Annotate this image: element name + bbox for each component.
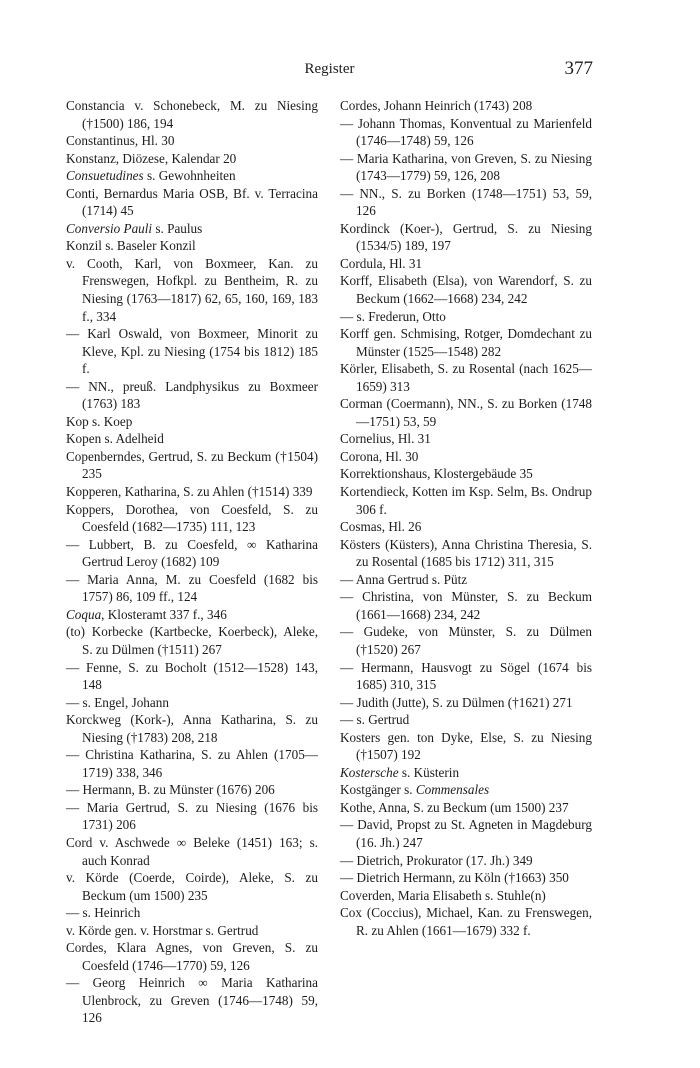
index-entry: — Johann Thomas, Konventual zu Marienfeld (1746—1748) 59, 126 [340, 115, 592, 149]
index-entry: — Anna Gertrud s. Pütz [340, 571, 468, 587]
index-entry: — Hermann, Hausvogt zu Sögel (1674 bis 1685) 310, 315 [340, 659, 592, 693]
index-entry: — Maria Katharina, von Greven, S. zu Niesing (1743—1779) 59, 126, 208 [340, 150, 592, 184]
index-entry: Kösters (Küsters), Anna Christina Theresia, S. zu Rosental (1685 bis 1712) 311, 315 [340, 536, 592, 570]
index-entry: Cordes, Klara Agnes, von Greven, S. zu Coesfeld (1746—1770) 59, 126 [66, 940, 318, 973]
index-entry: Kopperen, Katharina, S. zu Ahlen (†1514) 339 [66, 484, 313, 500]
index-entry: Kostersche s. Küsterin [340, 764, 460, 780]
index-entry: — Judith (Jutte), S. zu Dülmen (†1621) 271 [340, 694, 573, 710]
index-entry: — Maria Gertrud, S. zu Niesing (1676 bis 1731) 206 [66, 799, 318, 833]
index-entry: Kostgänger s. Commensales [340, 782, 490, 798]
index-entry: — NN., preuß. Landphysikus zu Boxmeer (1763) 183 [66, 378, 318, 412]
index-entry: Coqua, Klosteramt 337 f., 346 [66, 606, 227, 622]
index-entry: — Christina, von Münster, S. zu Beckum (1661—1668) 234, 242 [340, 589, 592, 622]
index-entry: Cord v. Aschwede ∞ Beleke (1451) 163; s. auch Konrad [66, 834, 318, 868]
index-entry: Kothe, Anna, S. zu Beckum (um 1500) 237 [340, 799, 569, 815]
index-entry: — Dietrich Hermann, zu Köln (†1663) 350 [340, 870, 569, 886]
index-entry: Kop s. Koep [66, 413, 133, 429]
index-entry: Cordula, Hl. 31 [340, 255, 423, 271]
index-entry: v. Körde (Coerde, Coirde), Aleke, S. zu Beckum (um 1500) 235 [66, 870, 318, 903]
index-entry: v. Körde gen. v. Horstmar s. Gertrud [66, 922, 259, 938]
running-title: Register [304, 61, 355, 77]
index-entry: — s. Heinrich [66, 905, 141, 921]
index-entry: — s. Frederun, Otto [340, 308, 446, 324]
index-entry: Korckweg (Kork-), Anna Katharina, S. zu Niesing (†1783) 208, 218 [66, 712, 318, 745]
index-column-left [66, 97, 318, 1027]
index-entry: Koppers, Dorothea, von Coesfeld, S. zu Coesfeld (1682—1735) 111, 123 [66, 501, 318, 535]
index-entry: — Gudeke, von Münster, S. zu Dülmen (†1520) 267 [340, 624, 592, 657]
index-entry: Kordinck (Koer-), Gertrud, S. zu Niesing (1534/5) 189, 197 [340, 220, 592, 254]
index-entry: — s. Engel, Johann [66, 694, 169, 710]
index-entry: Corman (Coermann), NN., S. zu Borken (1748—1751) 53, 59 [340, 396, 592, 429]
index-entry: Corona, Hl. 30 [340, 448, 419, 464]
index-entry: Korff, Elisabeth (Elsa), von Warendorf, S. zu Beckum (1662—1668) 234, 242 [340, 273, 592, 307]
index-entry: Conti, Bernardus Maria OSB, Bf. v. Terracina (1714) 45 [66, 185, 318, 219]
index-entry: — Maria Anna, M. zu Coesfeld (1682 bis 1757) 86, 109 ff., 124 [66, 571, 318, 605]
index-entry: Kortendieck, Kotten im Ksp. Selm, Bs. Ondrup 306 f. [340, 484, 592, 517]
index-entry: — Karl Oswald, von Boxmeer, Minorit zu Kleve, Kpl. zu Niesing (1754 bis 1812) 185 f. [66, 326, 318, 377]
index-entry: Coverden, Maria Elisabeth s. Stuhle(n) [340, 887, 546, 903]
index-entry: v. Cooth, Karl, von Boxmeer, Kan. zu Frenswegen, Hofkpl. zu Bentheim, R. zu Niesing (1763—1817) 62, 65, 160, 169, 183 f., 334 [66, 255, 318, 324]
index-entry: Körler, Elisabeth, S. zu Rosental (nach 1625—1659) 313 [340, 361, 592, 394]
index-entry: Konzil s. Baseler Konzil [66, 238, 196, 254]
index-entry: Kosters gen. ton Dyke, Else, S. zu Niesing (†1507) 192 [340, 729, 592, 763]
index-entry: Korff gen. Schmising, Rotger, Domdechant zu Münster (1525—1548) 282 [340, 326, 592, 359]
index-entry: Korrektionshaus, Klostergebäude 35 [340, 466, 533, 482]
index-entry: Cordes, Johann Heinrich (1743) 208 [340, 98, 533, 113]
index-entry: (to) Korbecke (Kartbecke, Koerbeck), Aleke, S. zu Dülmen (†1511) 267 [66, 624, 318, 657]
index-entry: Constantinus, Hl. 30 [66, 133, 175, 149]
index-entry: — David, Propst zu St. Agneten in Magdeburg (16. Jh.) 247 [340, 817, 592, 850]
index-entry: Constancia v. Schonebeck, M. zu Niesing (†1500) 186, 194 [66, 98, 318, 131]
page-number: 377 [564, 58, 593, 79]
index-entry: — Georg Heinrich ∞ Maria Katharina Ulenbrock, zu Greven (1746—1748) 59, 126 [66, 975, 318, 1026]
index-entry: Konstanz, Diözese, Kalendar 20 [66, 150, 237, 166]
index-entry: Consuetudines s. Gewohnheiten [66, 168, 236, 184]
page-header [66, 58, 593, 82]
index-entry: — s. Gertrud [340, 712, 410, 728]
index-entry: Cosmas, Hl. 26 [340, 519, 422, 535]
index-entry: — NN., S. zu Borken (1748—1751) 53, 59, 126 [340, 185, 592, 219]
index-entry: Conversio Pauli s. Paulus [66, 220, 203, 236]
index-entry: Kopen s. Adelheid [66, 431, 164, 447]
index-entry: Cox (Coccius), Michael, Kan. zu Frenswegen, R. zu Ahlen (1661—1679) 332 f. [340, 905, 592, 938]
index-entry: — Hermann, B. zu Münster (1676) 206 [66, 782, 275, 798]
index-entry: — Fenne, S. zu Bocholt (1512—1528) 143, 148 [66, 659, 318, 693]
index-entry: — Lubbert, B. zu Coesfeld, ∞ Katharina Gertrud Leroy (1682) 109 [66, 536, 318, 570]
index-column-right [340, 97, 592, 939]
index-entry: — Christina Katharina, S. zu Ahlen (1705—1719) 338, 346 [66, 747, 318, 780]
index-entry: — Dietrich, Prokurator (17. Jh.) 349 [340, 852, 533, 868]
index-entry: Copenberndes, Gertrud, S. zu Beckum (†1504) 235 [66, 448, 318, 482]
index-entry: Cornelius, Hl. 31 [340, 431, 431, 447]
